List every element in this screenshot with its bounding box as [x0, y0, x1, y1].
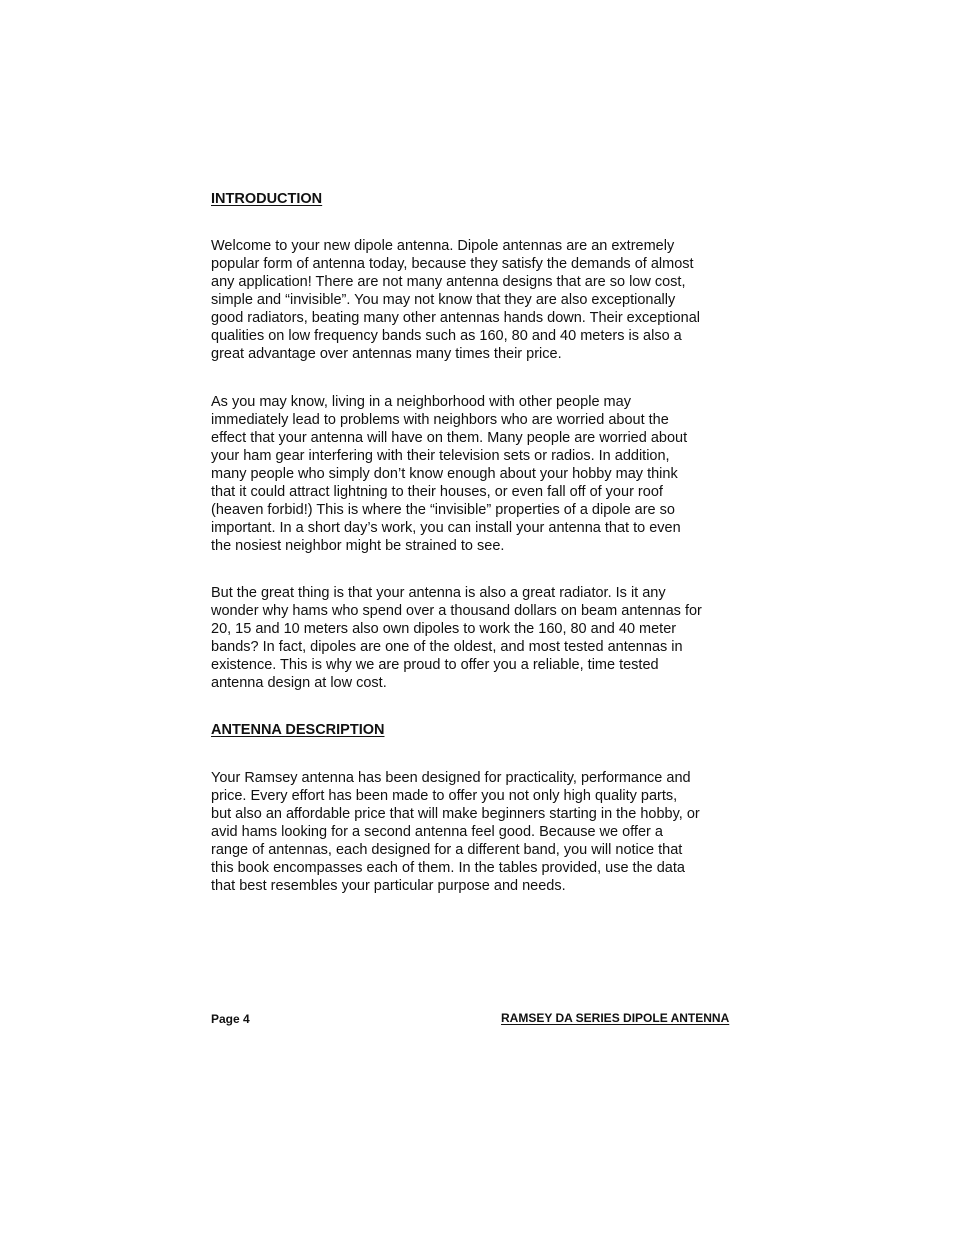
footer-page-number: Page 4 — [211, 1012, 250, 1026]
footer-document-title: RAMSEY DA SERIES DIPOLE ANTENNA — [501, 1011, 730, 1025]
introduction-paragraph-3: But the great thing is that your antenna is also a great radiator. Is it any wonder why hams who spend over a thousand dollars on beam antennas for 20, 15 and 10 meters also own dipoles to work the 160, 80 and 40 meter bands? In fact, dipoles are one of the oldest, and most tested antennas in existence. This is why we are proud to offer you a reliable, time tested antenna design at low cost. — [211, 585, 702, 691]
introduction-paragraph-1: Welcome to your new dipole antenna. Dipole antennas are an extremely popular form of antenna today, because they satisfy the demands of almost any application! There are not many antenna designs that are so low cost, simple and “invisible”. You may not know that they are also exceptionally good radiators, beating many other antennas hands down. Their exceptional qualities on low frequency bands such as 160, 80 and 40 meters is also a great advantage over antennas many times their price. — [211, 238, 701, 362]
introduction-heading: INTRODUCTION — [211, 191, 323, 207]
antenna-description-heading: ANTENNA DESCRIPTION — [211, 722, 385, 738]
antenna-description-paragraph-1: Your Ramsey antenna has been designed for practicality, performance and price. Every effort has been made to offer you not only high quality parts, but also an affordable price that will make beginners starting in the hobby, or avid hams looking for a second antenna feel good. Because we offer a range of antennas, each designed for a different band, you will notice that this book encompasses each of them. In the tables provided, use the data that best resembles your particular purpose and needs. — [211, 770, 700, 894]
introduction-paragraph-2: As you may know, living in a neighborhood with other people may immediately lead to problems with neighbors who are worried about the effect that your antenna will have on them. Many people are worried about your ham gear interfering with their television sets or radios. In addition, many people who simply don’t know enough about your hobby may think that it could attract lightning to their houses, or even fall off of your roof (heaven forbid!) This is where the “invisible” properties of a dipole are so important. In a short day’s work, you can install your antenna that to even the nosiest neighbor might be strained to see. — [211, 394, 688, 554]
